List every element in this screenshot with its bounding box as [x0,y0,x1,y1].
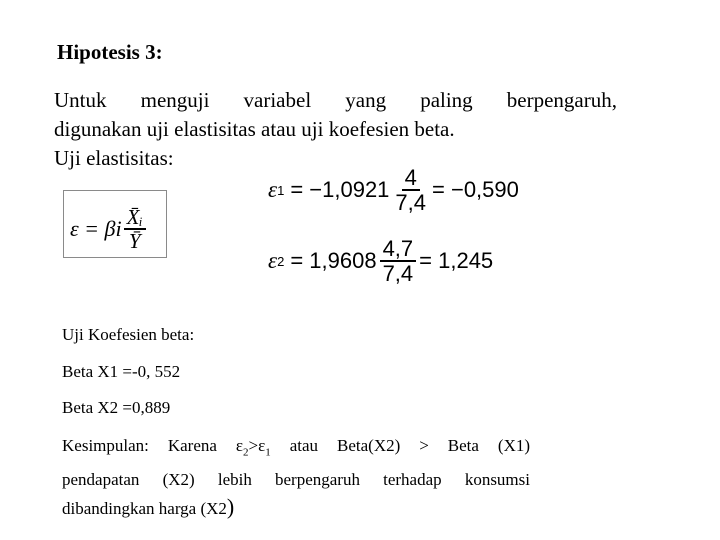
formula-numerator: X̄ᵢ [124,206,146,230]
elasticity-formula [70,206,146,252]
slide-title: Hipotesis 3: [57,40,163,64]
conclusion-eps1-sub: 1 [265,446,271,459]
conclusion-line-2: pendapatan (X2) lebih berpengaruh terhadap konsumsi [62,470,530,490]
beta-x1: Beta X1 =-0, 552 [62,362,181,381]
eq1-result: = −0,590 [432,177,519,203]
conclusion-gt: > [248,436,259,455]
conclusion-line-3-text: dibandingkan harga (X2 [62,499,227,519]
eq2-numerator: 4,7 [380,237,417,262]
formula-fraction [124,206,146,252]
conclusion-suffix: atau Beta(X2) > Beta (X1) [270,436,531,455]
conclusion-line-3 [62,493,530,522]
eq1-coefficient: = −1,0921 [290,177,390,203]
intro-line-1: Untuk menguji variabel yang paling berpengaruh, [54,88,617,112]
elasticity-equation-2 [268,237,493,285]
eq2-subscript: 2 [277,253,285,269]
eq1-fraction [392,166,429,214]
beta-x2: Beta X2 =0,889 [62,398,171,417]
beta-heading: Uji Koefesien beta: [62,325,195,344]
eq1-subscript: 1 [277,182,285,198]
intro-paragraph [54,86,617,173]
conclusion-line-1 [62,432,530,466]
eq2-denominator: 7,4 [382,261,414,287]
eq2-result: = 1,245 [419,248,494,274]
intro-line-2: digunakan uji elastisitas atau uji koefesien beta. [54,117,455,141]
elasticity-formula-box [63,190,167,258]
conclusion-prefix: Kesimpulan: Karena [62,436,236,455]
eq2-fraction [380,237,417,285]
formula-denominator: Ȳ [128,229,141,254]
eq1-denominator: 7,4 [395,190,427,216]
intro-line-3: Uji elastisitas: [54,146,174,170]
conclusion [62,432,530,522]
conclusion-eps2: ε [235,436,244,455]
eq2-coefficient: = 1,9608 [290,248,377,274]
formula-lhs: ε = βi [70,216,122,242]
conclusion-eps2-sub: 2 [243,446,249,459]
elasticity-equation-1 [268,166,519,214]
conclusion-close-paren: ) [226,494,235,520]
eq2-epsilon: ε [268,248,278,274]
conclusion-eps1: ε [258,436,266,455]
eq1-epsilon: ε [268,177,278,203]
eq1-numerator: 4 [402,166,420,191]
